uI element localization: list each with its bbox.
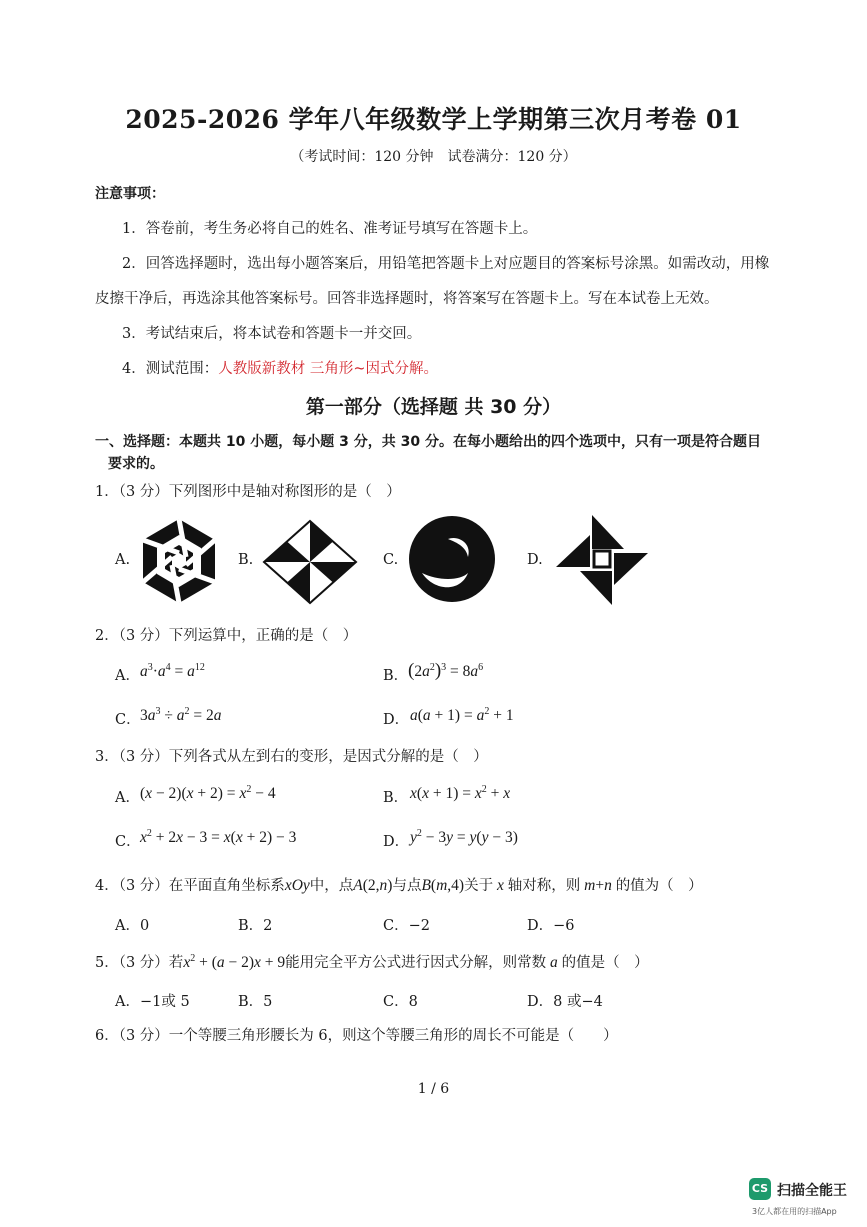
exam-subtitle: （考试时间：120 分钟 试卷满分：120 分） — [290, 149, 577, 165]
scanner-tagline: 3亿人都在用的扫描App — [752, 1207, 837, 1216]
note-2-line-1: 2．回答选择题时，选出每小题答案后，用铅笔把答题卡上对应题目的答案标号涂黑。如需改动，用橡 — [122, 256, 770, 272]
q5-stem-part-b: 能用完全平方公式进行因式分解，则常数 — [285, 955, 547, 971]
question-3-stem: 3．（3 分）下列各式从左到右的变形，是因式分解的是（ ） — [95, 749, 488, 765]
q1-figure-a-hexagon-knot — [138, 515, 220, 607]
question-1-stem: 1．（3 分）下列图形中是轴对称图形的是（ ） — [95, 484, 401, 500]
q4-stem-part-e: 轴对称，则 — [507, 878, 581, 894]
q4-math-x: x — [493, 877, 508, 894]
q1-figure-d-rotated-triangles — [554, 513, 650, 607]
q3-option-a-label: A． — [115, 790, 140, 806]
q4-option-a: A．0 — [115, 918, 150, 934]
question-4-stem — [95, 874, 703, 895]
q2-option-a-label: A． — [115, 668, 140, 684]
q3-option-c-label: C． — [115, 834, 141, 850]
scanner-logo-icon: CS — [749, 1178, 771, 1200]
q2-option-c-label: C． — [115, 712, 141, 728]
q5-math-polynomial: $x^2 + (a - 2)x + 9$ — [183, 952, 286, 971]
notes-heading: 注意事项： — [95, 186, 165, 202]
q4-stem-part-d: 关于 — [464, 878, 494, 894]
note-4-prefix: 4．测试范围： — [122, 361, 219, 377]
q4-stem-part-b: 中，点 — [309, 878, 354, 894]
q1-figure-c-swirl-circle — [408, 515, 496, 603]
section-1-heading-line-1: 一、选择题：本题共 10 小题，每小题 3 分，共 30 分。在每小题给出的四个选项中，只有一项是符合题目 — [95, 434, 761, 450]
note-3: 3．考试结束后，将本试卷和答题卡一并交回。 — [122, 326, 422, 342]
q4-math-point-a: A(2,n) — [353, 877, 393, 894]
note-4-range: 人教版新教材 三角形~因式分解。 — [218, 361, 438, 377]
q1-figure-b-pinwheel-diamond — [262, 519, 358, 605]
q3-option-b-label: B． — [383, 790, 409, 806]
page-number: 1 / 6 — [417, 1081, 450, 1097]
q4-math-point-b: B(m,4) — [421, 877, 465, 894]
q2-option-d-label: D． — [383, 712, 410, 728]
exam-title: 2025-2026 学年八年级数学上学期第三次月考卷 01 — [125, 105, 742, 134]
q4-stem-part-a: 4．（3 分）在平面直角坐标系 — [95, 878, 285, 894]
q3-option-d-formula: $y^2 - 3y = y(y - 3)$ — [410, 828, 518, 847]
note-4 — [122, 357, 438, 378]
note-1: 1．答卷前，考生务必将自己的姓名、准考证号填写在答题卡上。 — [122, 221, 538, 237]
q1-option-d-label: D. — [527, 552, 543, 568]
note-2-line-2: 皮擦干净后，再选涂其他答案标号。回答非选择题时，将答案写在答题卡上。写在本试卷上无效。 — [95, 291, 719, 307]
q4-math-m-plus-n: m+n — [580, 877, 616, 894]
q1-option-a-label: A. — [115, 552, 131, 568]
question-5-stem — [95, 951, 649, 972]
q4-option-c: C．−2 — [383, 918, 430, 934]
question-6-stem: 6．（3 分）一个等腰三角形腰长为 6，则这个等腰三角形的周长不可能是（ ） — [95, 1028, 618, 1044]
q5-option-c: C．8 — [383, 994, 418, 1010]
q2-option-b-formula: $(2a^2)^3 = 8a^6$ — [408, 660, 484, 681]
question-2-stem: 2．（3 分）下列运算中，正确的是（ ） — [95, 628, 358, 644]
scanner-brand: 扫描全能王 — [777, 1183, 847, 1199]
q5-option-a: A．−1或 5 — [115, 994, 190, 1010]
q5-stem-part-c: 的值是（ ） — [561, 955, 649, 971]
q3-option-d-label: D． — [383, 834, 410, 850]
section-1-heading-line-2: 要求的。 — [108, 456, 164, 472]
q4-stem-part-f: 的值为（ ） — [615, 878, 703, 894]
q2-option-d-formula: $a(a + 1) = a^2 + 1$ — [410, 706, 514, 725]
q3-option-b-formula: $x(x + 1) = x^2 + x$ — [410, 784, 511, 803]
q5-stem-part-a: 5．（3 分）若 — [95, 955, 184, 971]
q5-option-b: B．5 — [238, 994, 273, 1010]
part-1-title: 第一部分（选择题 共 30 分） — [305, 396, 562, 418]
q5-option-d: D．8 或−4 — [527, 994, 603, 1010]
q2-option-c-formula: $3a^3 \div a^2 = 2a$ — [140, 706, 222, 725]
q1-option-c-label: C. — [383, 552, 399, 568]
q2-option-b-label: B． — [383, 668, 409, 684]
q5-math-a: a — [546, 954, 562, 971]
q4-option-b: B．2 — [238, 918, 273, 934]
q3-option-c-formula: $x^2 + 2x - 3 = x(x + 2) - 3$ — [140, 828, 297, 847]
q2-option-a-formula: $a^3\cdot a^4 = a^{12}$ — [140, 662, 205, 681]
q4-stem-part-c: 与点 — [392, 878, 422, 894]
q3-option-a-formula: $(x - 2)(x + 2) = x^2 - 4$ — [140, 784, 276, 803]
q4-option-d: D．−6 — [527, 918, 575, 934]
q4-math-xoy: xOy — [284, 877, 310, 894]
q1-option-b-label: B. — [238, 552, 254, 568]
